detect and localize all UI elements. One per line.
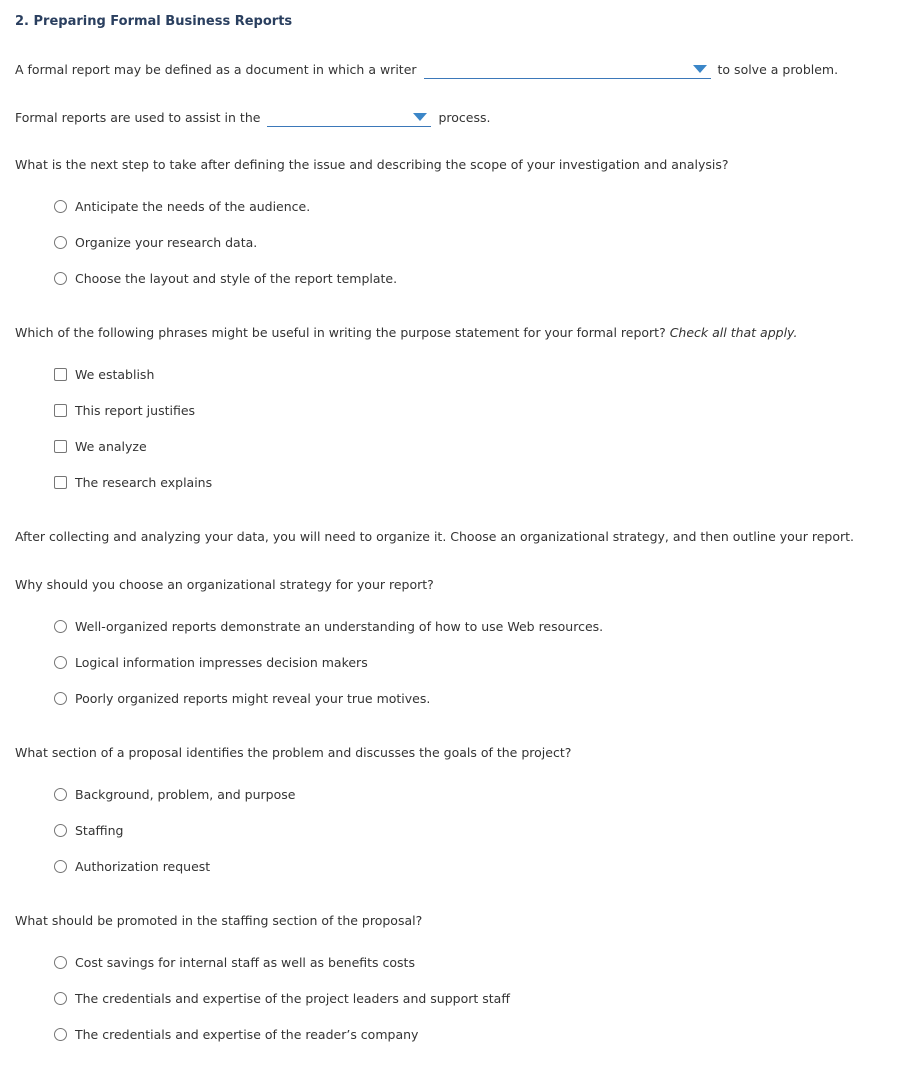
radio-button[interactable] xyxy=(54,824,67,837)
q1-option-1[interactable] xyxy=(54,199,310,214)
checkbox[interactable] xyxy=(54,368,67,381)
option-label: The research explains xyxy=(75,475,213,490)
q1-option-2[interactable] xyxy=(54,235,257,250)
option-label: Poorly organized reports might reveal your true motives. xyxy=(75,691,431,706)
question-2-hint: Check all that apply. xyxy=(669,325,798,340)
checkbox[interactable] xyxy=(54,440,67,453)
radio-button[interactable] xyxy=(54,992,67,1005)
radio-button[interactable] xyxy=(54,620,67,633)
question-2 xyxy=(15,325,797,340)
page-title: 2. Preparing Formal Business Reports xyxy=(15,14,293,29)
question-4-text: What section of a proposal identifies the problem and discusses the goals of the project? xyxy=(15,745,572,760)
radio-button[interactable] xyxy=(54,656,67,669)
radio-button[interactable] xyxy=(54,200,67,213)
question-5-text: What should be promoted in the staffing section of the proposal? xyxy=(15,913,423,928)
sentence-2-after: process. xyxy=(438,110,491,125)
q4-option-2[interactable] xyxy=(54,823,123,838)
q4-option-1[interactable] xyxy=(54,787,295,802)
radio-button[interactable] xyxy=(54,236,67,249)
q2-option-3[interactable] xyxy=(54,439,147,454)
sentence-1-dropdown[interactable] xyxy=(424,60,711,79)
option-label: Well-organized reports demonstrate an understanding of how to use Web resources. xyxy=(75,619,604,634)
caret-down-icon xyxy=(413,113,427,121)
option-label: Anticipate the needs of the audience. xyxy=(75,199,311,214)
sentence-2-dropdown[interactable] xyxy=(267,108,431,127)
q2-option-1[interactable] xyxy=(54,367,154,382)
q5-option-2[interactable] xyxy=(54,991,510,1006)
question-2-text: Which of the following phrases might be useful in writing the purpose statement for your formal report? xyxy=(15,325,666,340)
radio-button[interactable] xyxy=(54,956,67,969)
option-label: The credentials and expertise of the project leaders and support staff xyxy=(75,991,510,1006)
question-1-text: What is the next step to take after defining the issue and describing the scope of your investigation and analysis? xyxy=(15,157,729,172)
fill-in-sentence-2 xyxy=(15,108,490,127)
option-label: Cost savings for internal staff as well as benefits costs xyxy=(75,955,415,970)
option-label: Logical information impresses decision makers xyxy=(75,655,368,670)
radio-button[interactable] xyxy=(54,860,67,873)
q2-option-2[interactable] xyxy=(54,403,195,418)
sentence-1-after: to solve a problem. xyxy=(717,62,839,77)
q3-option-3[interactable] xyxy=(54,691,430,706)
q1-option-3[interactable] xyxy=(54,271,397,286)
q3-option-1[interactable] xyxy=(54,619,603,634)
option-label: Organize your research data. xyxy=(75,235,258,250)
radio-button[interactable] xyxy=(54,788,67,801)
info-paragraph: After collecting and analyzing your data, you will need to organize it. Choose an organizational strategy, and then outline your report. xyxy=(15,529,854,544)
option-label: Choose the layout and style of the report template. xyxy=(75,271,398,286)
q2-option-4[interactable] xyxy=(54,475,212,490)
option-label: This report justifies xyxy=(75,403,196,418)
q4-option-3[interactable] xyxy=(54,859,210,874)
sentence-2-before: Formal reports are used to assist in the xyxy=(15,110,261,125)
option-label: We establish xyxy=(75,367,155,382)
question-3-text: Why should you choose an organizational strategy for your report? xyxy=(15,577,434,592)
radio-button[interactable] xyxy=(54,272,67,285)
option-label: We analyze xyxy=(75,439,147,454)
radio-button[interactable] xyxy=(54,692,67,705)
sentence-1-before: A formal report may be defined as a document in which a writer xyxy=(15,62,417,77)
fill-in-sentence-1 xyxy=(15,60,838,79)
checkbox[interactable] xyxy=(54,404,67,417)
option-label: The credentials and expertise of the reader’s company xyxy=(75,1027,419,1042)
option-label: Background, problem, and purpose xyxy=(75,787,296,802)
option-label: Staffing xyxy=(75,823,124,838)
checkbox[interactable] xyxy=(54,476,67,489)
q5-option-1[interactable] xyxy=(54,955,415,970)
radio-button[interactable] xyxy=(54,1028,67,1041)
q5-option-3[interactable] xyxy=(54,1027,418,1042)
option-label: Authorization request xyxy=(75,859,211,874)
q3-option-2[interactable] xyxy=(54,655,368,670)
caret-down-icon xyxy=(693,65,707,73)
